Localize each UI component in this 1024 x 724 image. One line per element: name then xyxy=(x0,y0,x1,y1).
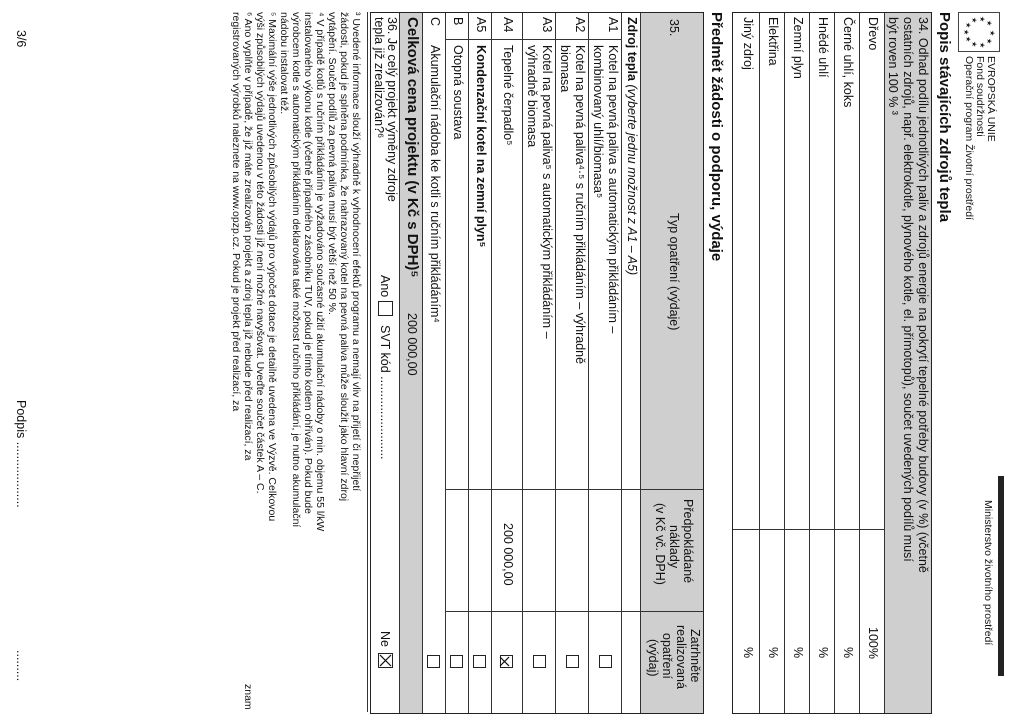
measure-code: A3 xyxy=(540,17,554,33)
col-type-label: Typ opatření (výdaje) xyxy=(667,213,681,331)
ministry-name: Ministerstvo životního prostředí xyxy=(982,500,994,646)
measure-text-l2: kombinovaný uhlí/biomasa⁵ xyxy=(591,45,605,199)
source-label: Elektřina xyxy=(766,17,780,66)
q36-text-l2: tepla již zrealizován?⁶ xyxy=(372,17,386,139)
measure-text-l1: Otopná soustava xyxy=(451,45,465,140)
measure-code: B xyxy=(451,17,465,26)
svg-text:★: ★ xyxy=(970,41,978,48)
source-label: Hnědé uhlí xyxy=(816,17,830,78)
total-row xyxy=(399,13,422,713)
measure-text-l1: Tepelné čerpadlo⁵ xyxy=(501,45,515,146)
measure-code: A4 xyxy=(501,17,515,33)
measure-text-l1: Kondenzační kotel na zemní plyn⁵ xyxy=(474,45,488,248)
heat-source-subheader xyxy=(621,13,640,713)
measures-header xyxy=(640,13,703,713)
measure-cost[interactable]: 200 000,00 xyxy=(501,523,515,586)
measure-text-l1: Kotel na pevná paliva⁴·⁵ s ručním přikládáním – výhradně xyxy=(573,45,587,365)
measure-row xyxy=(491,13,522,713)
svg-text:★: ★ xyxy=(964,36,972,43)
measure-text-l1: Kotel na pevná paliva s automatickým přikládáním – xyxy=(606,45,620,334)
source-row xyxy=(735,13,759,713)
eu-line3: Operační program Životní prostředí xyxy=(963,56,975,220)
col-cost-label-l2: náklady xyxy=(667,525,681,569)
ministry-logo-bar xyxy=(998,476,1004,676)
source-label: Jiný zdroj xyxy=(741,17,755,70)
footnote-5-l2: výši způsobilých výdajů uvedenou v této žádosti již není možné navyšovat. Uveďte součet částek A – C. xyxy=(254,12,266,494)
source-row xyxy=(859,13,884,713)
q36-row xyxy=(371,13,399,713)
measure-checkbox[interactable] xyxy=(427,655,440,668)
eu-flag-logo xyxy=(958,12,1000,52)
svg-text:★: ★ xyxy=(985,20,993,27)
svg-text:★: ★ xyxy=(985,38,993,45)
col-cost-label-l1: Předpokládané xyxy=(681,499,695,584)
measures-table xyxy=(370,12,704,714)
source-row xyxy=(809,13,834,713)
section1-title: Popis stávajících zdrojů tepla xyxy=(936,12,953,223)
measure-row xyxy=(522,13,555,713)
q34-text-line1: 34. Odhad podílu jednotlivých paliv a zdrojů energie na pokrytí tepelné potřeby budovy (v %) (včetně xyxy=(916,17,930,573)
source-row xyxy=(834,13,859,713)
measure-checkbox[interactable] xyxy=(599,655,612,668)
svg-text:★: ★ xyxy=(978,42,986,49)
col-cost-label-l3: (v Kč vč. DPH) xyxy=(653,503,667,585)
total-label: Celková cena projektu (v Kč s DPH)⁵ xyxy=(404,17,421,278)
source-value[interactable]: % xyxy=(766,647,780,659)
footnote-4-l2: instalovaného výkonu kotle (včetně případného zásobníku TUV, pokud je tímto kotlem ohříván). Pokud bude xyxy=(302,12,314,514)
source-value[interactable]: % xyxy=(841,647,855,659)
measure-checkbox[interactable] xyxy=(533,655,546,668)
svg-text:★: ★ xyxy=(988,30,996,37)
source-label: Dřevo xyxy=(866,17,880,51)
existing-sources-table xyxy=(732,12,932,714)
svg-text:★: ★ xyxy=(964,22,972,29)
measure-code: C xyxy=(428,17,442,27)
source-label: Černé uhlí, koks xyxy=(841,17,855,108)
footnote-znam: znam xyxy=(242,684,254,710)
measure-row xyxy=(445,13,468,713)
source-row xyxy=(784,13,809,713)
measure-row xyxy=(422,13,445,713)
source-value[interactable]: 100% xyxy=(866,627,880,659)
measure-text-l1: Kotel na pevná paliva⁵ s automatickým přikládáním – xyxy=(540,45,554,339)
q34-text-line2: ostatních zdrojů, např. elektrokotle, plynového kotle, el. přímotopů), součet uvedených podílů musí xyxy=(901,17,915,562)
total-value[interactable]: 200 000,00 xyxy=(405,313,419,376)
q34-text-line3: být roven 100 % ³ xyxy=(886,17,900,115)
footnote-3-l3: vytápění. Součet podílů za pevná paliva musí být větší než 50 %. xyxy=(326,12,338,315)
checkbox-cross-icon xyxy=(379,654,392,667)
measure-code: A2 xyxy=(573,17,587,33)
col-check-label-l4: (výdaj) xyxy=(646,639,660,677)
measure-row xyxy=(588,13,621,713)
ano-checkbox[interactable] xyxy=(378,301,393,316)
footnote-6-l1: ⁶ Ano vyplňte v případě, že již máte zrealizován projekt a zdroj tepla již nebude před realizací, za xyxy=(242,12,254,461)
measure-row xyxy=(555,13,588,713)
section2-title: Předmět žádosti o podporu, výdaje xyxy=(708,12,725,262)
source-value[interactable]: % xyxy=(791,647,805,659)
page-number: 3/6 xyxy=(14,30,28,48)
footnote-4-l3: výrobcem kotle s automatickým přikládáním deklarována také možnost ručního přikládání, je nutno akumulační xyxy=(290,12,302,528)
svg-text:★: ★ xyxy=(978,16,986,23)
measure-text-l2: biomasa xyxy=(558,45,572,93)
footnote-separator xyxy=(367,12,368,712)
measure-checkbox-checked[interactable] xyxy=(500,655,513,668)
measure-code: A1 xyxy=(606,17,620,33)
source-label: Zemní plyn xyxy=(791,17,805,79)
source-value[interactable]: % xyxy=(741,647,755,659)
measure-checkbox[interactable] xyxy=(473,655,486,668)
footnote-3-l2: žádosti, pokud je splněna podmínka, že nahrazovaný kotel na pevná paliva může sloužit jako hlavní zdroj xyxy=(338,12,350,502)
measure-checkbox[interactable] xyxy=(566,655,579,668)
eu-line2: Fond soudržnosti xyxy=(974,56,986,137)
measure-code: A5 xyxy=(474,17,488,33)
measure-checkbox[interactable] xyxy=(450,655,463,668)
measure-row xyxy=(468,13,491,713)
col-check-label-l1: Zatrhněte xyxy=(688,629,702,683)
measure-text-l1: Akumulační nádoba ke kotli s ručním přikládáním⁴ xyxy=(428,45,442,323)
svg-text:★: ★ xyxy=(970,17,978,24)
ne-label: Ne xyxy=(378,631,392,647)
heat-source-hint: (vyberte jednu možnost z A1 – A5) xyxy=(625,80,639,276)
heat-source-bold: Zdroj tepla xyxy=(625,17,639,81)
footnote-4-l1: ⁴ V případě kotlů s ručním přikládáním je vyžadováno současné užití akumulační nádoby o min. objemu 55 l/kW xyxy=(314,12,326,532)
footnote-5-l1: ⁵ Maximální výše jednotlivých způsobilých výdajů pro výpočet dotace je detailně uvedena ve Výzvě. Celkovou xyxy=(266,12,278,522)
ne-checkbox-checked[interactable] xyxy=(378,653,393,668)
heat-source-label xyxy=(624,17,639,275)
eu-line1: EVROPSKÁ UNIE xyxy=(985,56,997,142)
col-check-label-l3: opatření xyxy=(660,633,674,679)
signature-field[interactable]: Podpis ................... xyxy=(14,400,28,508)
checkbox-cross-icon xyxy=(499,656,510,667)
trailing-dots: ......... xyxy=(14,650,28,682)
footnote-6-l2: registrovaných výrobků naleznete na www.opzp.cz. Pokud je projekt před realizací, za xyxy=(230,12,242,412)
ano-label: Ano xyxy=(378,275,392,298)
measure-text-l2: výhradně biomasa xyxy=(525,45,539,148)
source-value[interactable]: % xyxy=(816,647,830,659)
footnote-3-l1: ³ Uvedené informace slouží výhradně k vyhodnocení efektů programu a nemají vliv na přijetí či nepřijetí xyxy=(350,12,362,492)
svt-code-field[interactable]: SVT kód ........................ xyxy=(378,325,392,460)
source-row xyxy=(759,13,784,713)
col-check-label-l2: realizovaná xyxy=(674,625,688,689)
footnote-4-l4: nádobu instalovat též. xyxy=(278,12,290,115)
svg-text:★: ★ xyxy=(962,29,970,36)
col-num-label: 35. xyxy=(667,19,681,37)
q34-header xyxy=(884,13,931,713)
q36-text-l1: 36. Je celý projekt výměny zdroje xyxy=(385,17,399,202)
